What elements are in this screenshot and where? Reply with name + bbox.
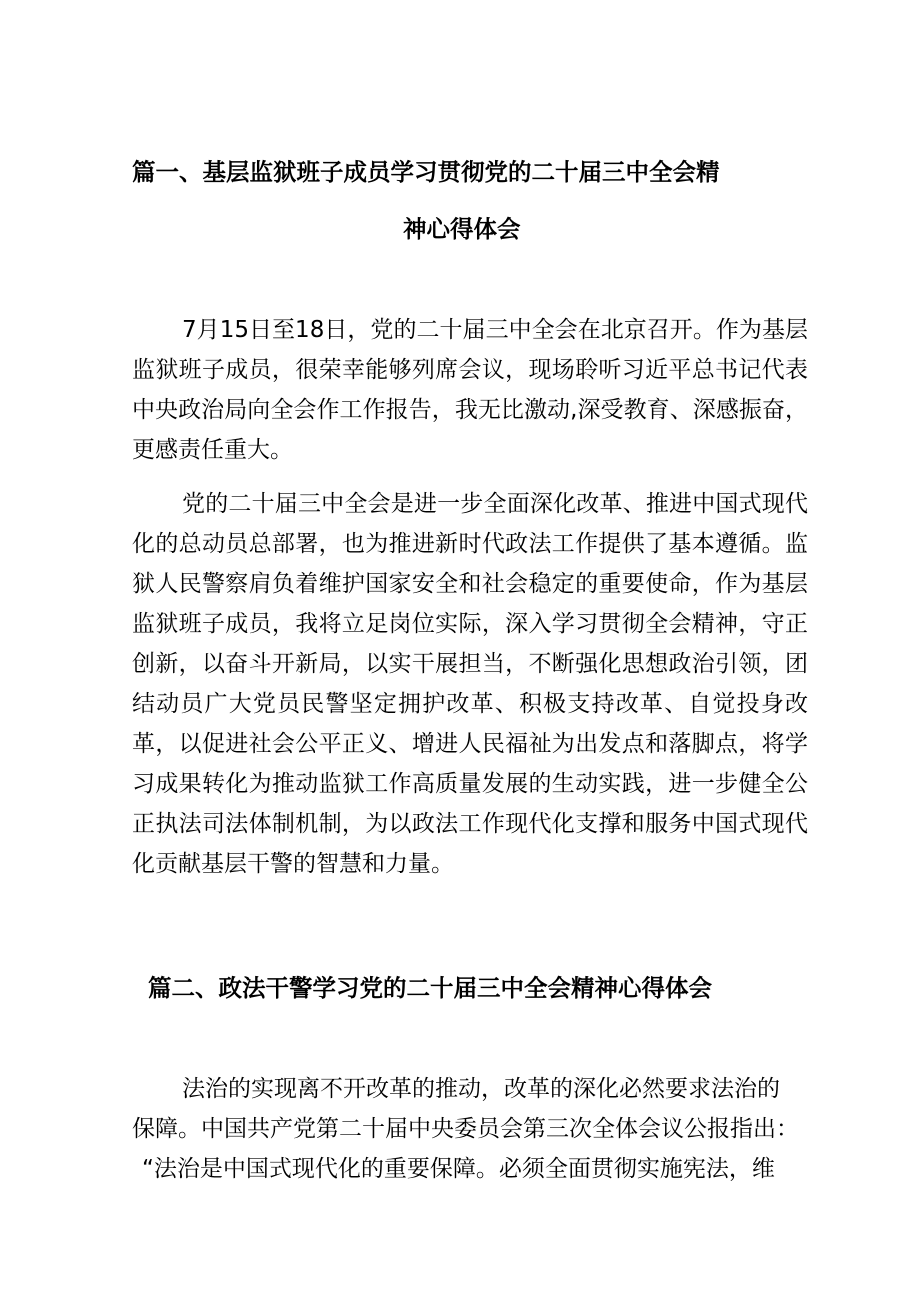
section2-paragraph-line2: 保障。中国共产党第二十届中央委员会第三次全体会议公报指出：: [132, 1116, 799, 1142]
section1-title-line1: 篇一、基层监狱班子成员学习贯彻党的二十届三中全会精: [132, 158, 720, 186]
section2-paragraph-line1: 法治的实现离不开改革的推动，改革的深化必然要求法治的: [182, 1076, 780, 1102]
section1-paragraph-1: 7月15日至18日，党的二十届三中全会在北京召开。作为基层监狱班子成员，很荣幸能够列席会议，现场聆听习近平总书记代表中央政治局向全会作工作报告，我无比激动,深受教育、深感振奋，更感责任重大。: [132, 317, 808, 463]
section1-title-line2: 神心得体会: [403, 215, 521, 243]
section1-paragraph-2: 党的二十届三中全会是进一步全面深化改革、推进中国式现代化的总动员总部署，也为推进新时代政法工作提供了基本遵循。监狱人民警察肩负着维护国家安全和社会稳定的重要使命，作为基层监狱班子成员，我将立足岗位实际，深入学习贯彻全会精神，守正创新，以奋斗开新局，以实干展担当，不断强化思想政治引领，团结动员广大党员民警坚定拥护改革、积极支持改革、自觉投身改革，以促进社会公平正义、增进人民福祉为出发点和落脚点，将学习成果转化为推动监狱工作高质量发展的生动实践，进一步健全公正执法司法体制机制，为以政法工作现代化支撑和服务中国式现代化贡献基层干警的智慧和力量。: [132, 491, 808, 877]
section2-title: 篇二、政法干警学习党的二十届三中全会精神心得体会: [148, 974, 712, 1002]
section2-paragraph-line3: “法治是中国式现代化的重要保障。必须全面贯彻实施宪法，维: [142, 1156, 775, 1182]
